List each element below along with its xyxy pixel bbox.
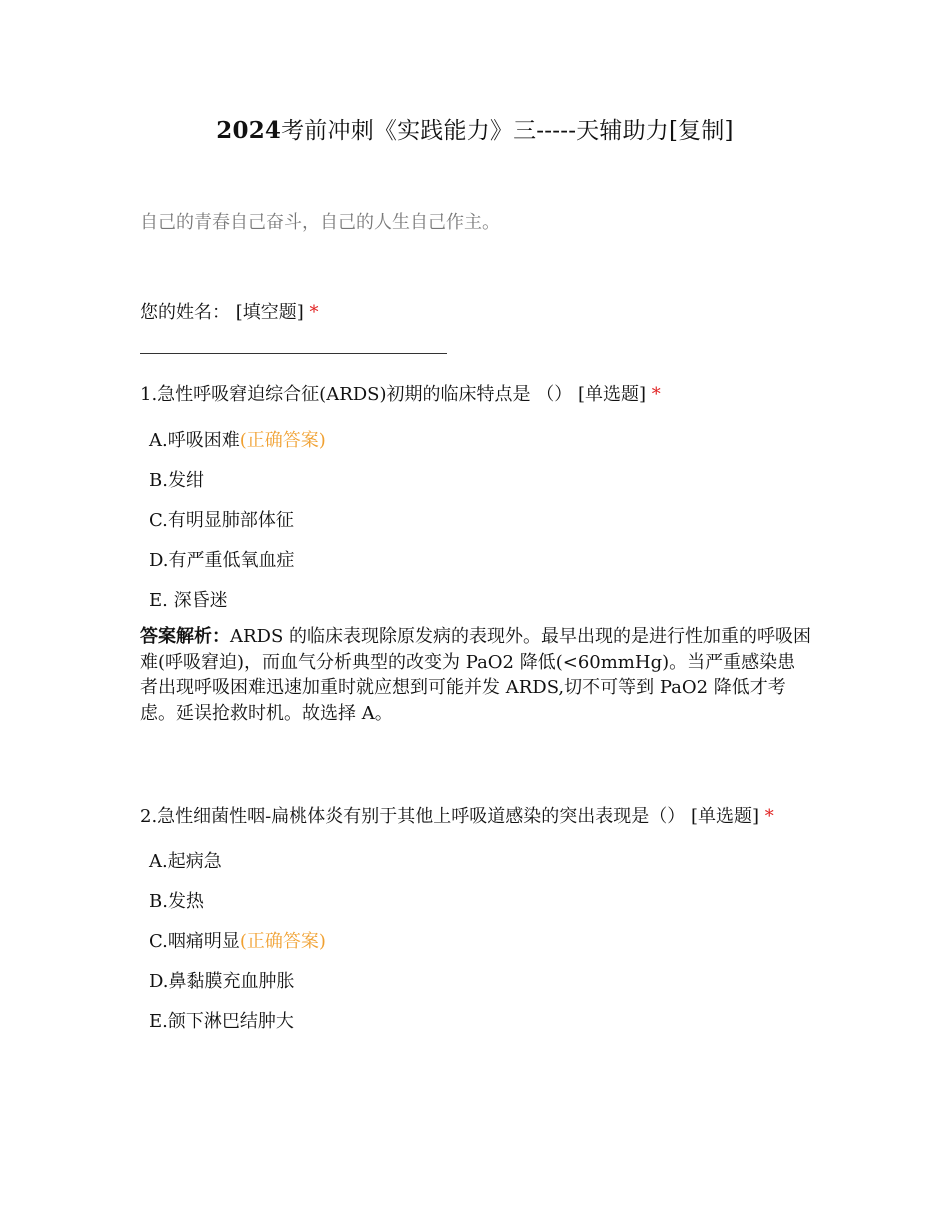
correct-answer-tag: (正确答案) bbox=[239, 931, 326, 952]
question-type: [填空题] bbox=[235, 302, 304, 323]
question-2-text: 2.急性细菌性咽-扁桃体炎有别于其他上呼吸道感染的突出表现是（） bbox=[140, 806, 691, 827]
q2-option-e[interactable] bbox=[149, 1007, 294, 1033]
q1-option-b[interactable] bbox=[149, 466, 204, 492]
title-year: 2024 bbox=[216, 117, 282, 144]
option-label: C.咽痛明显 bbox=[149, 931, 240, 952]
q2-option-c[interactable] bbox=[149, 927, 326, 953]
option-label: D.鼻黏膜充血肿胀 bbox=[149, 971, 295, 992]
required-mark: * bbox=[309, 302, 319, 323]
q1-option-c[interactable] bbox=[149, 506, 294, 532]
question-type: [单选题] bbox=[690, 806, 760, 827]
analysis-text: ARDS 的临床表现除原发病的表现外。最早出现的是进行性加重的呼吸困难(呼吸窘迫)，而血气分析典型的改变为 PaO2 降低(<60mmHg)。当严重感染患者出现呼吸困难迅速加重时就应想到可能并发 ARDS,切不可等到 PaO2 降低才考虑。延误抢救时机。故选择 A。 bbox=[140, 626, 812, 724]
page-subtitle: 自己的青春自己奋斗，自己的人生自己作主。 bbox=[140, 212, 500, 233]
option-label: B.发热 bbox=[149, 891, 204, 912]
q1-option-d[interactable] bbox=[149, 546, 295, 572]
correct-answer-tag: (正确答案) bbox=[239, 430, 326, 451]
q2-option-a[interactable] bbox=[149, 847, 222, 873]
option-label: C.有明显肺部体征 bbox=[149, 510, 294, 531]
q2-option-d[interactable] bbox=[149, 967, 295, 993]
option-label: E.颌下淋巴结肿大 bbox=[149, 1011, 294, 1032]
required-mark: * bbox=[651, 384, 661, 405]
question-2-label bbox=[140, 802, 774, 828]
option-label: A.起病急 bbox=[149, 851, 222, 872]
q1-option-e[interactable] bbox=[149, 586, 228, 612]
option-label: A.呼吸困难 bbox=[149, 430, 240, 451]
page-title bbox=[0, 112, 950, 145]
name-input-line[interactable] bbox=[140, 353, 447, 354]
question-1-label bbox=[140, 380, 661, 406]
analysis-label: 答案解析： bbox=[140, 626, 230, 647]
option-label: D.有严重低氧血症 bbox=[149, 550, 295, 571]
name-question-text: 您的姓名： bbox=[140, 302, 230, 323]
option-label: B.发绀 bbox=[149, 470, 204, 491]
q1-answer-analysis bbox=[140, 624, 812, 726]
title-text: 考前冲刺《实践能力》三-----天辅助力[复制] bbox=[281, 118, 734, 144]
q2-option-b[interactable] bbox=[149, 887, 204, 913]
question-1-text: 1.急性呼吸窘迫综合征(ARDS)初期的临床特点是 （） bbox=[140, 384, 578, 405]
required-mark: * bbox=[764, 806, 774, 827]
q1-option-a[interactable] bbox=[149, 426, 326, 452]
option-label: E. 深昏迷 bbox=[149, 590, 228, 611]
name-question-label bbox=[140, 298, 319, 324]
question-type: [单选题] bbox=[577, 384, 647, 405]
